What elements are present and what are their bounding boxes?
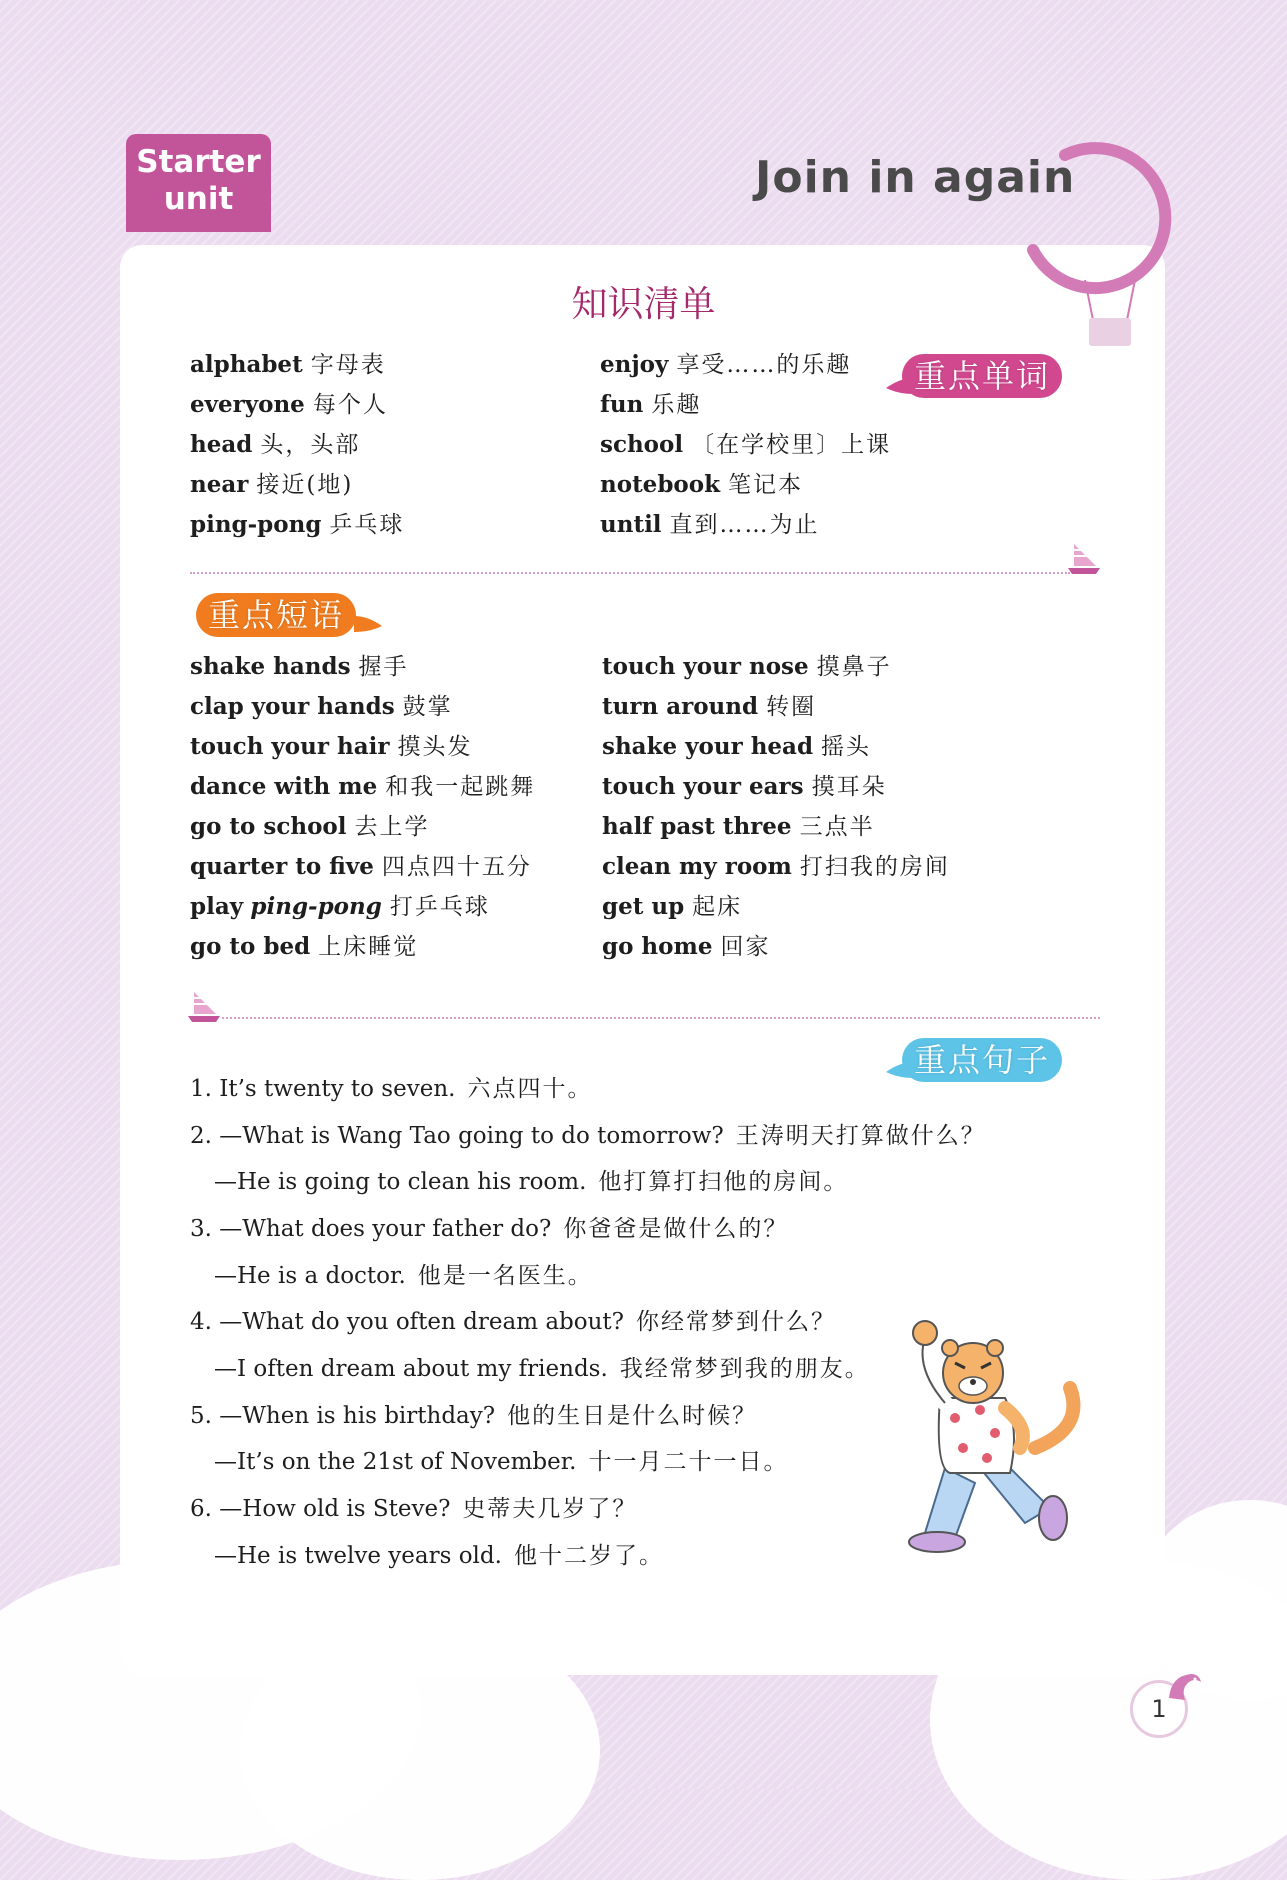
phrase-item: clean my room 打扫我的房间 [602,853,950,880]
sentence-item: 2. —What is Wang Tao going to do tomorrow? 王涛明天打算做什么？ [190,1123,986,1149]
page-number: 1 [1130,1680,1188,1738]
badge-line2: unit [163,181,234,217]
sentence-item: 3. —What does your father do? 你爸爸是做什么的？ [190,1216,789,1242]
badge-line1: Starter [136,144,261,180]
sentence-item: 6. —How old is Steve? 史蒂夫几岁了？ [190,1496,638,1522]
word-item: enjoy 享受……的乐趣 [600,351,852,378]
word-item: alphabet 字母表 [190,351,386,378]
phrase-item: clap your hands 鼓掌 [190,693,453,720]
word-item: notebook 笔记本 [600,471,804,498]
word-item: until 直到……为止 [600,511,820,538]
dolphin-icon [1165,1668,1205,1704]
phrase-item: touch your hair 摸头发 [190,733,473,760]
word-item: fun 乐趣 [600,391,702,418]
phrase-item: shake your head 摇头 [602,733,872,760]
sentence-item: —He is going to clean his room. 他打算打扫他的房间。 [214,1169,849,1195]
phrase-item: go home 回家 [602,933,771,960]
word-item: ping-pong 乒乓球 [190,511,405,538]
word-item: everyone 每个人 [190,391,388,418]
tag-key-words: 重点单词 [902,354,1062,398]
sentence-item: —It’s on the 21st of November. 十一月二十一日。 [214,1449,789,1475]
divider [222,1017,1100,1019]
phrase-item: dance with me 和我一起跳舞 [190,773,536,800]
sentence-item: 4. —What do you often dream about? 你经常梦到什么？ [190,1309,836,1335]
divider [190,572,1070,574]
tag-tail-icon [352,614,382,634]
phrase-item: half past three 三点半 [602,813,875,840]
tag-tail-icon [886,1060,916,1080]
phrase-item: touch your ears 摸耳朵 [602,773,887,800]
phrase-item: touch your nose 摸鼻子 [602,653,892,680]
section-title: 知识清单 [571,284,716,325]
sentence-item: —He is twelve years old. 他十二岁了。 [214,1543,664,1569]
phrase-item: shake hands 握手 [190,653,409,680]
sentence-item: —He is a doctor. 他是一名医生。 [214,1263,593,1289]
phrase-item: turn around 转圈 [602,693,817,720]
unit-title: Join in again [755,152,1076,203]
tag-key-phrases: 重点短语 [196,593,356,637]
phrase-item: go to bed 上床睡觉 [190,933,419,960]
sailboat-icon [1068,540,1100,576]
phrase-item: quarter to five 四点四十五分 [190,853,532,880]
sentence-item: —I often dream about my friends. 我经常梦到我的朋友。 [214,1356,870,1382]
sentence-item: 1. It’s twenty to seven. 六点四十。 [190,1076,593,1102]
phrase-item: go to school 去上学 [190,813,430,840]
tag-tail-icon [886,376,916,396]
word-item: head 头，头部 [190,431,361,458]
tiger-cartoon-illustration [885,1318,1095,1558]
badge-ribbon-tail [126,218,271,234]
phrase-item: play ping-pong 打乒乓球 [190,893,490,920]
word-item: school 〔在学校里〕上课 [600,431,892,458]
phrase-item: get up 起床 [602,893,743,920]
word-item: near 接近(地) [190,471,354,498]
sentence-item: 5. —When is his birthday? 他的生日是什么时候？ [190,1403,758,1429]
tag-key-sentences: 重点句子 [902,1038,1062,1082]
sailboat-icon [188,988,220,1024]
